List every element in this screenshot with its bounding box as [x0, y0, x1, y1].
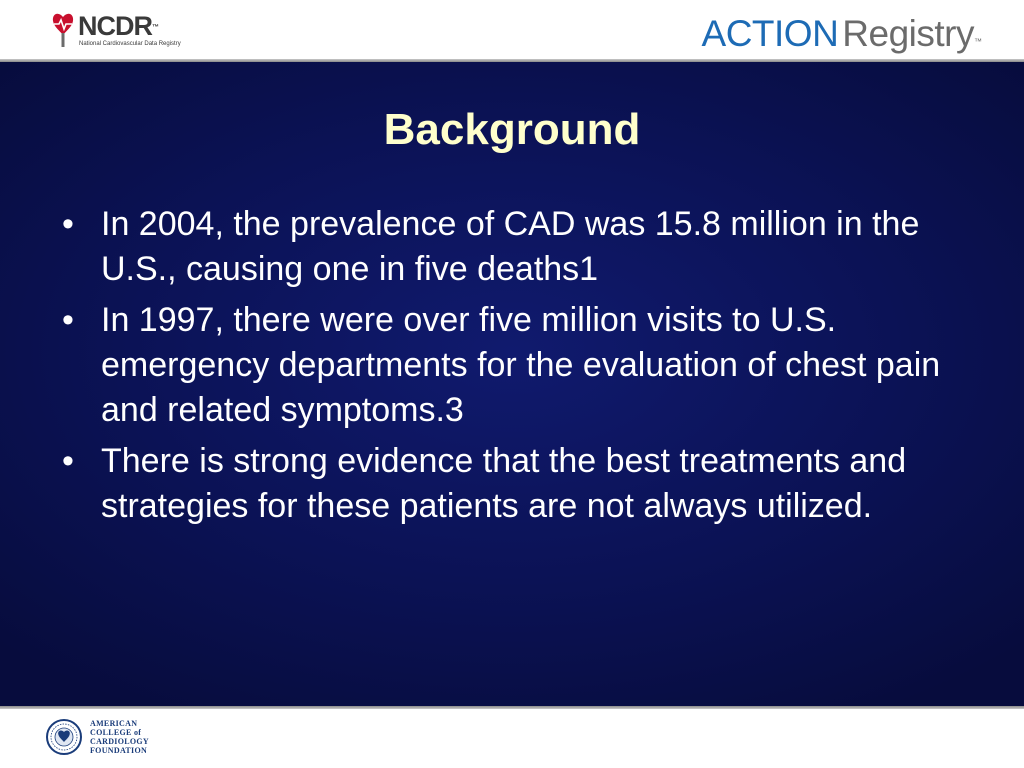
bullet-text: In 2004, the prevalence of CAD was 15.8 million in the U.S., causing one in five deaths1 [101, 205, 920, 288]
slide-header [0, 0, 1024, 59]
registry-wordmark: Registry [842, 13, 974, 54]
slide-title: Background [383, 105, 641, 154]
trademark-symbol: ™ [974, 37, 982, 46]
bullet-icon: • [62, 442, 74, 480]
bullet-item [56, 439, 976, 529]
bullet-icon: • [62, 301, 74, 339]
ncdr-tagline: National Cardiovascular Data Registry [79, 41, 181, 47]
slide-content [0, 62, 1024, 706]
ncdr-wordmark: NCDR™ [78, 11, 159, 41]
accf-seal-icon [46, 719, 82, 755]
heart-pulse-icon [52, 9, 74, 49]
bullet-item [56, 298, 976, 433]
bullet-text: In 1997, there were over five million visits to U.S. emergency departments for the evaluation of chest pain and related symptoms.3 [101, 301, 941, 429]
bullet-icon: • [62, 205, 74, 243]
action-registry-logo [702, 14, 982, 62]
bullet-item [56, 202, 976, 292]
slide-footer [0, 709, 1024, 768]
bullet-list [56, 202, 976, 535]
action-wordmark: ACTION [701, 13, 839, 54]
accf-wordmark: AMERICAN COLLEGE of CARDIOLOGY FOUNDATION [90, 719, 150, 755]
ncdr-logo [52, 9, 202, 51]
bullet-text: There is strong evidence that the best treatments and strategies for these patients are not always utilized. [101, 442, 907, 525]
accf-logo [46, 717, 176, 761]
